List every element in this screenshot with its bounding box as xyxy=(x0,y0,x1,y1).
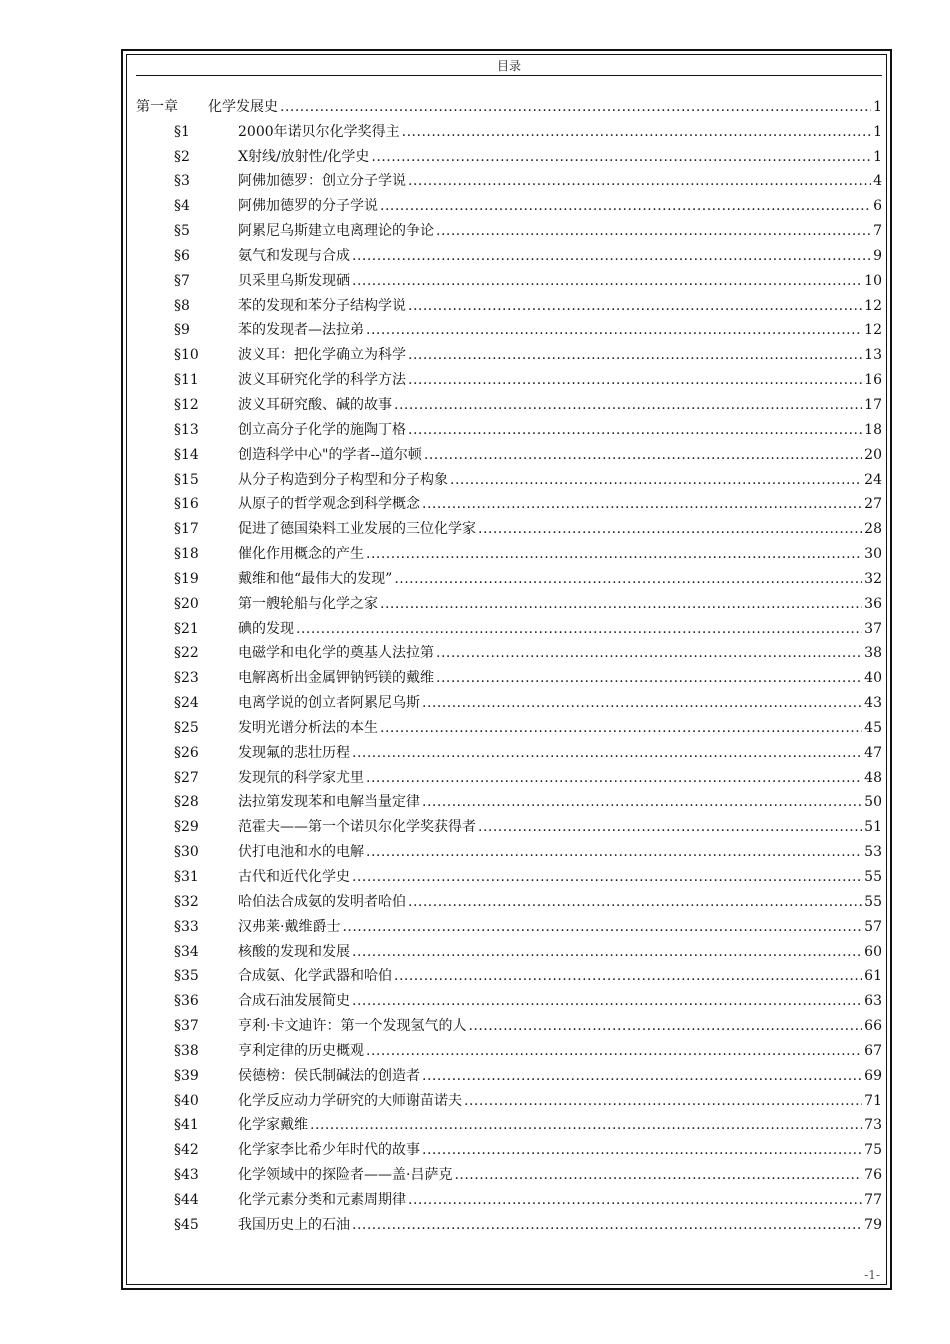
section-page-number: 61 xyxy=(864,968,882,985)
section-number: §22 xyxy=(174,645,199,662)
section-number: §19 xyxy=(174,570,199,587)
dot-leader xyxy=(436,222,871,240)
toc-section-entry[interactable] xyxy=(136,588,882,613)
toc-section-entry[interactable] xyxy=(136,315,882,340)
section-title: 阿累尼乌斯建立电离理论的争论 xyxy=(238,223,434,240)
dot-leader xyxy=(352,943,862,961)
section-number: §29 xyxy=(174,819,199,836)
dot-leader xyxy=(408,297,862,315)
section-page-number: 75 xyxy=(864,1142,882,1159)
dot-leader xyxy=(380,197,871,215)
section-number: §15 xyxy=(174,471,199,488)
section-number: §25 xyxy=(174,719,199,736)
toc-section-entry[interactable] xyxy=(136,116,882,141)
section-page-number: 7 xyxy=(873,223,882,240)
toc-section-entry[interactable] xyxy=(136,1035,882,1060)
section-number: §26 xyxy=(174,744,199,761)
dot-leader xyxy=(436,669,862,687)
dot-leader xyxy=(366,545,862,563)
dot-leader xyxy=(366,843,862,861)
toc-section-entry[interactable] xyxy=(136,687,882,712)
dot-leader xyxy=(394,570,862,588)
dot-leader xyxy=(352,744,862,762)
dot-leader xyxy=(424,446,862,464)
dot-leader xyxy=(408,172,871,190)
dot-leader xyxy=(310,1116,862,1134)
toc-section-entry[interactable] xyxy=(136,240,882,265)
section-page-number: 60 xyxy=(864,943,882,960)
section-title: 阿佛加德罗：创立分子学说 xyxy=(238,173,406,190)
section-title: 第一艘轮船与化学之家 xyxy=(238,595,378,612)
section-title: 波义耳研究酸、碱的故事 xyxy=(238,396,392,413)
section-number: §4 xyxy=(174,198,190,215)
section-number: §31 xyxy=(174,869,199,885)
dot-leader xyxy=(352,1216,862,1234)
dot-leader xyxy=(422,694,862,712)
section-title: 伏打电池和水的电解 xyxy=(238,844,364,861)
chapter-page-number: 1 xyxy=(873,98,882,115)
section-page-number: 48 xyxy=(864,769,882,786)
toc-section-entry[interactable] xyxy=(136,936,882,961)
toc-section-entry[interactable] xyxy=(136,1159,882,1184)
toc-section-entry[interactable] xyxy=(136,762,882,787)
toc-section-entry[interactable] xyxy=(136,787,882,812)
toc-section-entry[interactable] xyxy=(136,1110,882,1135)
dot-leader xyxy=(380,719,862,737)
dot-leader xyxy=(352,247,871,265)
section-title: 亨利定律的历史概观 xyxy=(238,1042,364,1059)
toc-section-entry[interactable] xyxy=(136,1134,882,1159)
section-page-number: 76 xyxy=(864,1167,882,1184)
dot-leader xyxy=(342,918,862,936)
toc-section-entry[interactable] xyxy=(136,563,882,588)
section-title: 我国历史上的石油 xyxy=(238,1216,350,1233)
toc-section-entry[interactable] xyxy=(136,464,882,489)
table-of-contents xyxy=(136,91,882,1234)
toc-section-entry[interactable] xyxy=(136,638,882,663)
section-number: §36 xyxy=(174,993,199,1010)
toc-section-entry[interactable] xyxy=(136,886,882,911)
section-title: 化学元素分类和元素周期律 xyxy=(238,1191,406,1208)
section-title: 发现氘的科学家尤里 xyxy=(238,769,364,786)
section-title: 从分子构造到分子构型和分子构象 xyxy=(238,471,448,488)
dot-leader xyxy=(366,1042,862,1060)
dot-leader xyxy=(394,396,862,414)
section-title: 戴维和他“最伟大的发现” xyxy=(238,570,393,587)
section-number: §45 xyxy=(174,1216,199,1233)
header-title: 目录 xyxy=(496,59,521,73)
section-page-number: 1 xyxy=(873,148,882,165)
section-number: §1 xyxy=(174,123,190,140)
section-page-number: 43 xyxy=(864,695,882,712)
dot-leader xyxy=(352,868,862,886)
section-number: §33 xyxy=(174,918,199,935)
section-number: §2 xyxy=(174,148,190,165)
section-page-number: 66 xyxy=(864,1018,882,1035)
section-title: 化学家戴维 xyxy=(238,1117,308,1134)
section-number: §40 xyxy=(174,1092,199,1109)
dot-leader xyxy=(478,520,862,538)
section-page-number: 16 xyxy=(864,372,882,389)
section-title: 发现氟的悲壮历程 xyxy=(238,744,350,761)
section-number: §8 xyxy=(174,297,190,314)
section-number: §30 xyxy=(174,844,199,861)
section-number: §10 xyxy=(174,347,199,364)
toc-section-entry[interactable] xyxy=(136,364,882,389)
section-page-number: 6 xyxy=(873,198,882,215)
section-page-number: 10 xyxy=(864,272,882,289)
section-number: §13 xyxy=(174,421,199,438)
section-title: 促进了德国染料工业发展的三位化学家 xyxy=(238,521,476,538)
section-number: §28 xyxy=(174,794,199,811)
section-title: 范霍夫——第一个诺贝尔化学奖获得者 xyxy=(238,819,476,836)
section-number: §32 xyxy=(174,893,199,910)
section-page-number: 37 xyxy=(864,620,882,637)
section-page-number: 9 xyxy=(873,247,882,264)
toc-section-entry[interactable] xyxy=(136,961,882,986)
toc-section-entry[interactable] xyxy=(136,141,882,166)
dot-leader xyxy=(408,421,862,439)
section-page-number: 53 xyxy=(864,844,882,861)
section-number: §9 xyxy=(174,322,190,339)
dot-leader xyxy=(366,769,862,787)
dot-leader xyxy=(408,893,862,911)
section-title: 苯的发现和苯分子结构学说 xyxy=(238,297,406,314)
section-title: 催化作用概念的产生 xyxy=(238,546,364,563)
toc-section-entry[interactable] xyxy=(136,489,882,514)
section-title: 电磁学和电化学的奠基人法拉第 xyxy=(238,645,434,662)
toc-section-entry[interactable] xyxy=(136,1060,882,1085)
toc-section-entry[interactable] xyxy=(136,911,882,936)
dot-leader xyxy=(280,98,871,116)
toc-chapter-entry[interactable] xyxy=(136,91,882,116)
section-number: §21 xyxy=(174,620,199,637)
toc-section-entry[interactable] xyxy=(136,1085,882,1110)
section-title: 波义耳：把化学确立为科学 xyxy=(238,347,406,364)
dot-leader xyxy=(468,1017,862,1035)
section-title: 2000年诺贝尔化学奖得主 xyxy=(238,123,400,140)
dot-leader xyxy=(408,371,862,389)
section-title: 电离学说的创立者阿累尼乌斯 xyxy=(238,695,420,712)
section-page-number: 57 xyxy=(864,918,882,935)
section-page-number: 45 xyxy=(864,719,882,736)
section-page-number: 63 xyxy=(864,993,882,1010)
section-number: §14 xyxy=(174,446,199,463)
dot-leader xyxy=(478,818,862,836)
section-number: §42 xyxy=(174,1142,199,1159)
section-number: §16 xyxy=(174,496,199,513)
dot-leader xyxy=(450,471,862,489)
toc-section-entry[interactable] xyxy=(136,166,882,191)
toc-section-entry[interactable] xyxy=(136,985,882,1010)
toc-section-entry[interactable] xyxy=(136,811,882,836)
section-page-number: 67 xyxy=(864,1042,882,1059)
section-number: §17 xyxy=(174,521,199,538)
section-page-number: 28 xyxy=(864,521,882,538)
section-page-number: 12 xyxy=(864,322,882,339)
section-page-number: 13 xyxy=(864,347,882,364)
toc-section-list xyxy=(136,116,882,1234)
section-page-number: 50 xyxy=(864,794,882,811)
dot-leader xyxy=(436,644,862,662)
toc-section-entry[interactable] xyxy=(136,1184,882,1209)
section-page-number: 38 xyxy=(864,645,882,662)
section-title: 化学领域中的探险者——盖·吕萨克 xyxy=(238,1167,453,1184)
dot-leader xyxy=(464,1092,862,1110)
section-title: 合成氨、化学武器和哈伯 xyxy=(238,968,392,985)
toc-section-entry[interactable] xyxy=(136,439,882,464)
section-number: §6 xyxy=(174,247,190,264)
section-page-number: 79 xyxy=(864,1216,882,1233)
section-title: 从原子的哲学观念到科学概念 xyxy=(238,496,420,513)
toc-section-entry[interactable] xyxy=(136,265,882,290)
toc-section-entry[interactable] xyxy=(136,339,882,364)
dot-leader xyxy=(352,272,862,290)
section-page-number: 1 xyxy=(873,123,882,140)
toc-section-entry[interactable] xyxy=(136,1209,882,1234)
section-page-number: 71 xyxy=(864,1092,882,1109)
section-title: 亨利·卡文迪许：第一个发现氢气的人 xyxy=(238,1018,467,1035)
dot-leader xyxy=(422,793,862,811)
section-page-number: 40 xyxy=(864,670,882,687)
section-title: 电解离析出金属钾钠钙镁的戴维 xyxy=(238,670,434,687)
section-title: 阿佛加德罗的分子学说 xyxy=(238,198,378,215)
section-title: 合成石油发展简史 xyxy=(238,993,350,1010)
section-number: §43 xyxy=(174,1167,199,1184)
section-number: §12 xyxy=(174,396,199,413)
section-page-number: 32 xyxy=(864,570,882,587)
section-title: 哈伯法合成氨的发明者哈伯 xyxy=(238,893,406,910)
section-page-number: 18 xyxy=(864,421,882,438)
section-title: 古代和近代化学史 xyxy=(238,869,350,885)
section-page-number: 55 xyxy=(864,893,882,910)
dot-leader xyxy=(394,967,862,985)
section-title: 苯的发现者—法拉弟 xyxy=(238,322,364,339)
section-number: §39 xyxy=(174,1067,199,1084)
toc-section-entry[interactable] xyxy=(136,1010,882,1035)
section-number: §23 xyxy=(174,670,199,687)
dot-leader xyxy=(352,992,862,1010)
section-title: 波义耳研究化学的科学方法 xyxy=(238,372,406,389)
section-page-number: 55 xyxy=(864,869,882,885)
section-page-number: 77 xyxy=(864,1191,882,1208)
dot-leader xyxy=(408,1191,862,1209)
section-page-number: 69 xyxy=(864,1067,882,1084)
dot-leader xyxy=(366,321,862,339)
section-title: 法拉第发现苯和电解当量定律 xyxy=(238,794,420,811)
dot-leader xyxy=(422,1141,862,1159)
toc-section-entry[interactable] xyxy=(136,836,882,861)
section-title: 核酸的发现和发展 xyxy=(238,943,350,960)
section-page-number: 24 xyxy=(864,471,882,488)
toc-section-entry[interactable] xyxy=(136,513,882,538)
section-number: §37 xyxy=(174,1018,199,1035)
dot-leader xyxy=(408,346,862,364)
dot-leader xyxy=(422,1067,862,1085)
section-number: §3 xyxy=(174,173,190,190)
section-number: §35 xyxy=(174,968,199,985)
section-number: §18 xyxy=(174,546,199,563)
section-title: 创立高分子化学的施陶丁格 xyxy=(238,421,406,438)
section-page-number: 12 xyxy=(864,297,882,314)
toc-section-entry[interactable] xyxy=(136,414,882,439)
chapter-label: 第一章 xyxy=(136,98,178,115)
section-page-number: 47 xyxy=(864,744,882,761)
section-title: 贝采里乌斯发现硒 xyxy=(238,272,350,289)
section-number: §24 xyxy=(174,695,199,712)
dot-leader xyxy=(422,495,862,513)
section-number: §20 xyxy=(174,595,199,612)
section-page-number: 30 xyxy=(864,546,882,563)
section-number: §5 xyxy=(174,223,190,240)
section-title: 氨气和发现与合成 xyxy=(238,247,350,264)
section-page-number: 73 xyxy=(864,1117,882,1134)
section-number: §38 xyxy=(174,1042,199,1059)
section-page-number: 20 xyxy=(864,446,882,463)
dot-leader xyxy=(454,1166,862,1184)
toc-section-entry[interactable] xyxy=(136,662,882,687)
toc-section-entry[interactable] xyxy=(136,215,882,240)
section-page-number: 27 xyxy=(864,496,882,513)
toc-section-entry[interactable] xyxy=(136,389,882,414)
section-page-number: 17 xyxy=(864,396,882,413)
header-rule xyxy=(136,75,882,76)
toc-section-entry[interactable] xyxy=(136,712,882,737)
section-title: 创造科学中心"的学者--道尔顿 xyxy=(238,446,422,463)
toc-section-entry[interactable] xyxy=(136,737,882,762)
section-title: X射线/放射性/化学史 xyxy=(238,148,370,165)
toc-section-entry[interactable] xyxy=(136,190,882,215)
section-number: §44 xyxy=(174,1191,199,1208)
section-title: 化学家李比希少年时代的故事 xyxy=(238,1142,420,1159)
dot-leader xyxy=(371,148,871,166)
dot-leader xyxy=(402,123,871,141)
toc-section-entry[interactable] xyxy=(136,861,882,886)
dot-leader xyxy=(296,620,862,638)
section-title: 发明光谱分析法的本生 xyxy=(238,719,378,736)
section-number: §11 xyxy=(174,372,199,389)
section-number: §27 xyxy=(174,769,199,786)
section-page-number: 51 xyxy=(864,819,882,836)
section-title: 汉弗莱·戴维爵士 xyxy=(238,918,341,935)
section-number: §7 xyxy=(174,272,190,289)
section-title: 化学反应动力学研究的大师谢苗诺夫 xyxy=(238,1092,462,1109)
toc-section-entry[interactable] xyxy=(136,290,882,315)
dot-leader xyxy=(380,595,862,613)
section-number: §34 xyxy=(174,943,199,960)
section-page-number: 4 xyxy=(873,173,882,190)
toc-section-entry[interactable] xyxy=(136,538,882,563)
section-title: 碘的发现 xyxy=(238,620,294,637)
footer-page-number: -1- xyxy=(864,1268,880,1282)
section-title: 侯德榜：侯氏制碱法的创造者 xyxy=(238,1067,420,1084)
section-number: §41 xyxy=(174,1117,199,1134)
chapter-title: 化学发展史 xyxy=(208,98,278,115)
toc-section-entry[interactable] xyxy=(136,613,882,638)
section-page-number: 36 xyxy=(864,595,882,612)
